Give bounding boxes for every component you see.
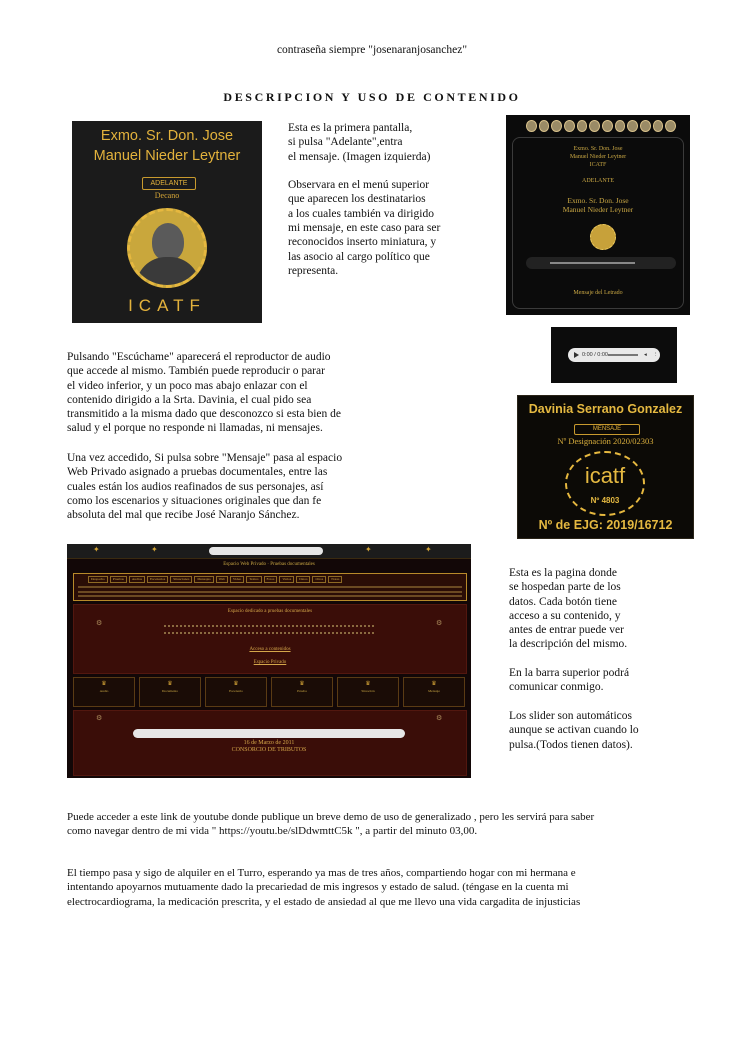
phone-name: Exmo. Sr. Don. Jose bbox=[567, 196, 629, 205]
text-line: Esta es la primera pantalla, bbox=[288, 122, 413, 134]
phone-name: Manuel Nieder Leytner bbox=[562, 205, 634, 214]
menu-button: Situaciones bbox=[170, 576, 192, 583]
gear-icon: ⚙ bbox=[96, 619, 103, 627]
avatar bbox=[665, 120, 676, 132]
portrait-card-image bbox=[72, 121, 262, 323]
tile-icon: ♛ bbox=[431, 681, 437, 687]
tile[interactable] bbox=[73, 677, 135, 707]
more-icon: ⋮ bbox=[653, 352, 659, 358]
section4-text bbox=[509, 566, 679, 752]
website-screenshot bbox=[67, 544, 471, 778]
menu-button: Despacho bbox=[88, 576, 108, 583]
date-text: 16 de Marzo de 2011 bbox=[243, 740, 295, 746]
text-line: que aparecen los destinatarios bbox=[288, 193, 426, 206]
phone-inner-frame bbox=[512, 137, 684, 309]
avatar bbox=[526, 120, 537, 132]
text-line: que accede al mismo. También puede reproducir o parar bbox=[67, 365, 325, 378]
text-line: Puede acceder a este link de youtube donde publique un breve demo de uso de generalizado , pero les servirá para saber bbox=[67, 811, 595, 823]
menu-button: Web bbox=[216, 576, 228, 583]
text-line: datos. Cada botón tiene bbox=[509, 595, 617, 608]
web-menu bbox=[73, 573, 467, 601]
tile[interactable] bbox=[337, 677, 399, 707]
menu-button: Mensajes bbox=[194, 576, 213, 583]
davinia-name: Davinia Serrano Gonzalez bbox=[528, 402, 683, 416]
tile-label: Prueba bbox=[297, 689, 307, 693]
phone-text: Manuel Nieder Leytner bbox=[569, 154, 627, 160]
web-title: Espacio Web Privado · Pruebas documentales bbox=[223, 562, 315, 567]
text-line: el video inferior, y un poco mas abajo enlazar con el bbox=[67, 379, 308, 392]
ejg-number: Nº de EJG: 2019/16712 bbox=[538, 518, 673, 532]
tile[interactable] bbox=[205, 677, 267, 707]
spacer bbox=[509, 695, 679, 709]
portrait-name-line2: Manuel Nieder Leytner bbox=[93, 148, 241, 164]
text-line: las asocio al cargo político que bbox=[288, 250, 430, 263]
tile-icon: ♛ bbox=[299, 681, 305, 687]
icatf-seal bbox=[565, 451, 645, 516]
text-line: Observara en el menú superior bbox=[288, 179, 430, 192]
tile-label: Escenario bbox=[229, 689, 243, 693]
avatar bbox=[653, 120, 664, 132]
tile-label: Mensaje bbox=[428, 689, 440, 693]
menu-text-line bbox=[78, 586, 462, 588]
dotted-text bbox=[164, 632, 374, 634]
section5-text bbox=[67, 810, 687, 839]
avatar bbox=[627, 120, 638, 132]
tile-label: Situación bbox=[361, 689, 375, 693]
web-audio-player bbox=[209, 547, 323, 555]
avatar bbox=[577, 120, 588, 132]
section6-text bbox=[67, 866, 687, 909]
adelante-badge: ADELANTE bbox=[142, 177, 196, 190]
tile-icon: ♛ bbox=[233, 681, 239, 687]
text-line: si pulsa "Adelante",entra bbox=[288, 136, 403, 149]
text-line: absoluta del mal que recibe José Naranjo Sánchez. bbox=[67, 509, 300, 522]
star-icon: ✦ bbox=[93, 545, 100, 554]
avatar bbox=[551, 120, 562, 132]
tile-icon: ♛ bbox=[101, 681, 107, 687]
text-line: El tiempo pasa y sigo de alquiler en el Turro, esperando ya mas de tres años, compartiendo hogar con mi hermana e bbox=[67, 867, 576, 879]
menu-button: Fotos bbox=[264, 576, 278, 583]
gear-icon: ⚙ bbox=[96, 714, 103, 722]
phone-medallion bbox=[590, 224, 616, 250]
spacer bbox=[288, 164, 478, 178]
avatar bbox=[602, 120, 613, 132]
portrait-name-line1: Exmo. Sr. Don. Jose bbox=[100, 128, 234, 144]
player-time: 0:00 / 0:00 bbox=[582, 352, 608, 358]
dotted-text bbox=[164, 625, 374, 627]
menu-button: Otros bbox=[312, 576, 326, 583]
text-line: representa. bbox=[288, 264, 339, 277]
avatar bbox=[640, 120, 651, 132]
tile[interactable] bbox=[271, 677, 333, 707]
password-note: contraseña siempre "josenaranjosanchez" bbox=[276, 44, 468, 56]
text-line: Los slider son automáticos bbox=[509, 709, 632, 722]
text-line: reconocidos inserto miniatura, y bbox=[288, 236, 437, 249]
avatar bbox=[615, 120, 626, 132]
davinia-card-image bbox=[517, 395, 694, 539]
portrait-card-name bbox=[72, 126, 262, 166]
menu-button: Datos bbox=[296, 576, 310, 583]
text-line: Pulsando "Escúchame" aparecerá el reproductor de audio bbox=[67, 351, 331, 363]
star-icon: ✦ bbox=[425, 545, 432, 554]
menu-button: Video bbox=[230, 576, 244, 583]
gear-icon: ⚙ bbox=[436, 619, 443, 627]
web-tiles bbox=[73, 677, 465, 707]
tile-label: Audio bbox=[99, 689, 109, 693]
web-panel-1 bbox=[73, 604, 467, 674]
tile[interactable] bbox=[139, 677, 201, 707]
panel-text: Espacio dedicado a pruebas documentales bbox=[227, 609, 313, 614]
panel-link[interactable]: Espacio Privado bbox=[253, 660, 287, 665]
gear-icon: ⚙ bbox=[436, 714, 443, 722]
menu-text-line bbox=[78, 595, 462, 597]
play-icon bbox=[574, 352, 579, 358]
web-audio-player-2 bbox=[133, 729, 405, 738]
text-line: Esta es la pagina donde bbox=[509, 567, 617, 579]
tile-icon: ♛ bbox=[167, 681, 173, 687]
phone-audio-player bbox=[526, 257, 676, 269]
panel-link[interactable]: Acceso a contenidos bbox=[249, 647, 291, 652]
text-line: mi mensaje, en este caso para ser bbox=[288, 222, 441, 235]
avatar bbox=[589, 120, 600, 132]
section2-text bbox=[67, 350, 377, 436]
volume-icon: ◂ bbox=[644, 352, 647, 358]
web-date bbox=[67, 740, 471, 754]
text-line: aunque se activan cuando lo bbox=[509, 724, 639, 737]
spacer bbox=[509, 652, 679, 666]
text-line: antes de entrar puede ver bbox=[509, 624, 624, 637]
seal-word: icatf bbox=[584, 463, 626, 488]
menu-button: Varios bbox=[279, 576, 294, 583]
recipient-avatars bbox=[526, 120, 676, 132]
text-line: Una vez accedido, Si pulsa sobre "Mensaje" pasa al espacio bbox=[67, 452, 343, 464]
phone-text: ICATF bbox=[589, 162, 607, 168]
phone-player-track bbox=[550, 262, 635, 264]
phone-screenshot bbox=[506, 115, 690, 315]
portrait-brand: ICATF bbox=[128, 296, 206, 315]
date-subtext: CONSORCIO DE TRIBUTOS bbox=[231, 747, 307, 753]
menu-button: Audios bbox=[129, 576, 145, 583]
text-line: como los escenarios y situaciones originales que dan fe bbox=[67, 494, 322, 507]
tile[interactable] bbox=[403, 677, 465, 707]
player-progress bbox=[608, 354, 638, 356]
text-line: En la barra superior podrá bbox=[509, 667, 630, 680]
text-line: Web Privado asignado a pruebas documentales, entre las bbox=[67, 466, 328, 479]
web-menu-buttons bbox=[88, 576, 342, 583]
portrait-role: Decano bbox=[154, 191, 180, 200]
phone-badge: ADELANTE bbox=[582, 178, 614, 184]
text-line: el mensaje. (Imagen izquierda) bbox=[288, 150, 431, 163]
phone-footer2: Mensaje del Letrado bbox=[573, 290, 623, 296]
menu-button: Notas bbox=[328, 576, 342, 583]
page-title: DESCRIPCION Y USO DE CONTENIDO bbox=[223, 90, 521, 104]
text-line: se hospedan parte de los bbox=[509, 581, 621, 594]
text-line: intentando apoyarnos mutuamente dado la precariedad de mis ingresos y estado de salud. (téngase en la cuenta mi bbox=[67, 881, 569, 894]
menu-button: Textos bbox=[246, 576, 261, 583]
phone-text: Exmo. Sr. Don. Jose bbox=[573, 146, 623, 152]
web-topbar bbox=[67, 544, 471, 559]
section3-text bbox=[67, 451, 377, 522]
portrait-body bbox=[136, 257, 200, 288]
star-icon: ✦ bbox=[365, 545, 372, 554]
menu-button: Pruebas bbox=[110, 576, 127, 583]
portrait-face bbox=[152, 223, 184, 261]
seal-number: Nº 4803 bbox=[590, 496, 620, 505]
portrait-medallion bbox=[127, 208, 207, 288]
audio-player-screenshot bbox=[551, 327, 677, 383]
text-line: acceso a su contenido, y bbox=[509, 609, 621, 622]
text-line: transmitido a la misma dado que desconozco si esta bien de bbox=[67, 408, 342, 421]
audio-player bbox=[568, 348, 660, 362]
text-line: salud y el porque no responde ni llamadas, ni mensajes. bbox=[67, 422, 323, 435]
text-line: como navegar dentro de mi vida " https://youtu.be/slDdwmttC5k ", a partir del minuto 03,00. bbox=[67, 825, 478, 838]
tile-label: Documento bbox=[161, 689, 179, 693]
text-line: cuales están los audios reafinados de sus personajes, así bbox=[67, 480, 324, 493]
mensaje-badge: MENSAJE bbox=[574, 424, 640, 435]
text-line: la descripción del mismo. bbox=[509, 638, 628, 651]
designation-number: Nº Designación 2020/02303 bbox=[557, 436, 654, 446]
section1-text bbox=[288, 121, 478, 278]
star-icon: ✦ bbox=[151, 545, 158, 554]
avatar bbox=[564, 120, 575, 132]
avatar bbox=[539, 120, 550, 132]
tile-icon: ♛ bbox=[365, 681, 371, 687]
text-line: electrocardiograma, la medicación prescrita, y el estado de ansiedad al que me llevo una vida cargadita de injusticias bbox=[67, 895, 581, 908]
text-line: pulsa.(Todos tienen datos). bbox=[509, 738, 633, 751]
text-line: contenido dirigido a la Srta. Davinia, el cual pido sea bbox=[67, 393, 312, 406]
text-line: comunicar conmigo. bbox=[509, 681, 604, 694]
text-line: a los cuales también va dirigido bbox=[288, 207, 434, 220]
menu-text-line bbox=[78, 591, 462, 593]
menu-button: Escenarios bbox=[147, 576, 168, 583]
